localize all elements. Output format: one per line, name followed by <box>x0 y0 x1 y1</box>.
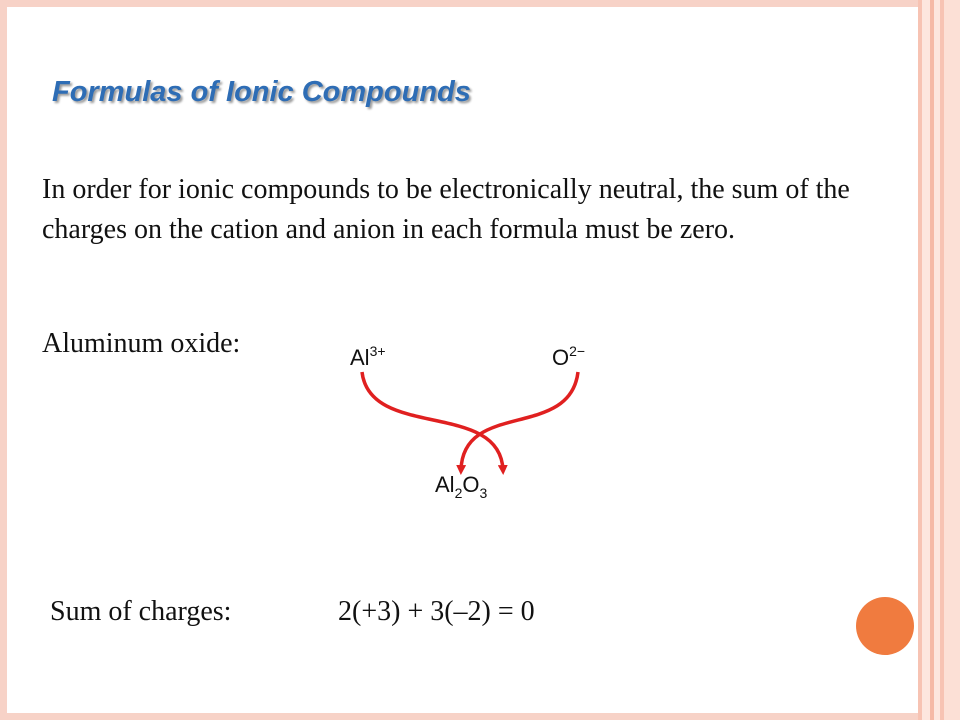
cation-charge: 3+ <box>369 343 386 359</box>
anion-symbol: O <box>552 345 570 370</box>
sum-equation: 2(+3) + 3(–2) = 0 <box>338 596 535 627</box>
anion-charge: 2− <box>569 343 586 359</box>
slide-title: Formulas of Ionic Compounds <box>52 76 471 108</box>
product-formula <box>435 472 487 501</box>
sum-label: Sum of charges: <box>50 596 232 627</box>
product-subscript-1: 2 <box>454 485 463 501</box>
anion-to-subscript-arrow <box>461 372 578 470</box>
product-element-2: O <box>462 472 480 497</box>
body-paragraph: In order for ionic compounds to be electronically neutral, the sum of the charges on the cation and anion in each formula must be zero. <box>42 174 850 245</box>
cation-symbol: Al <box>350 345 370 370</box>
product-subscript-2: 3 <box>479 485 488 501</box>
product-element-1: Al <box>435 472 455 497</box>
example-label: Aluminum oxide: <box>42 328 241 359</box>
cation-to-subscript-arrow <box>362 372 503 470</box>
